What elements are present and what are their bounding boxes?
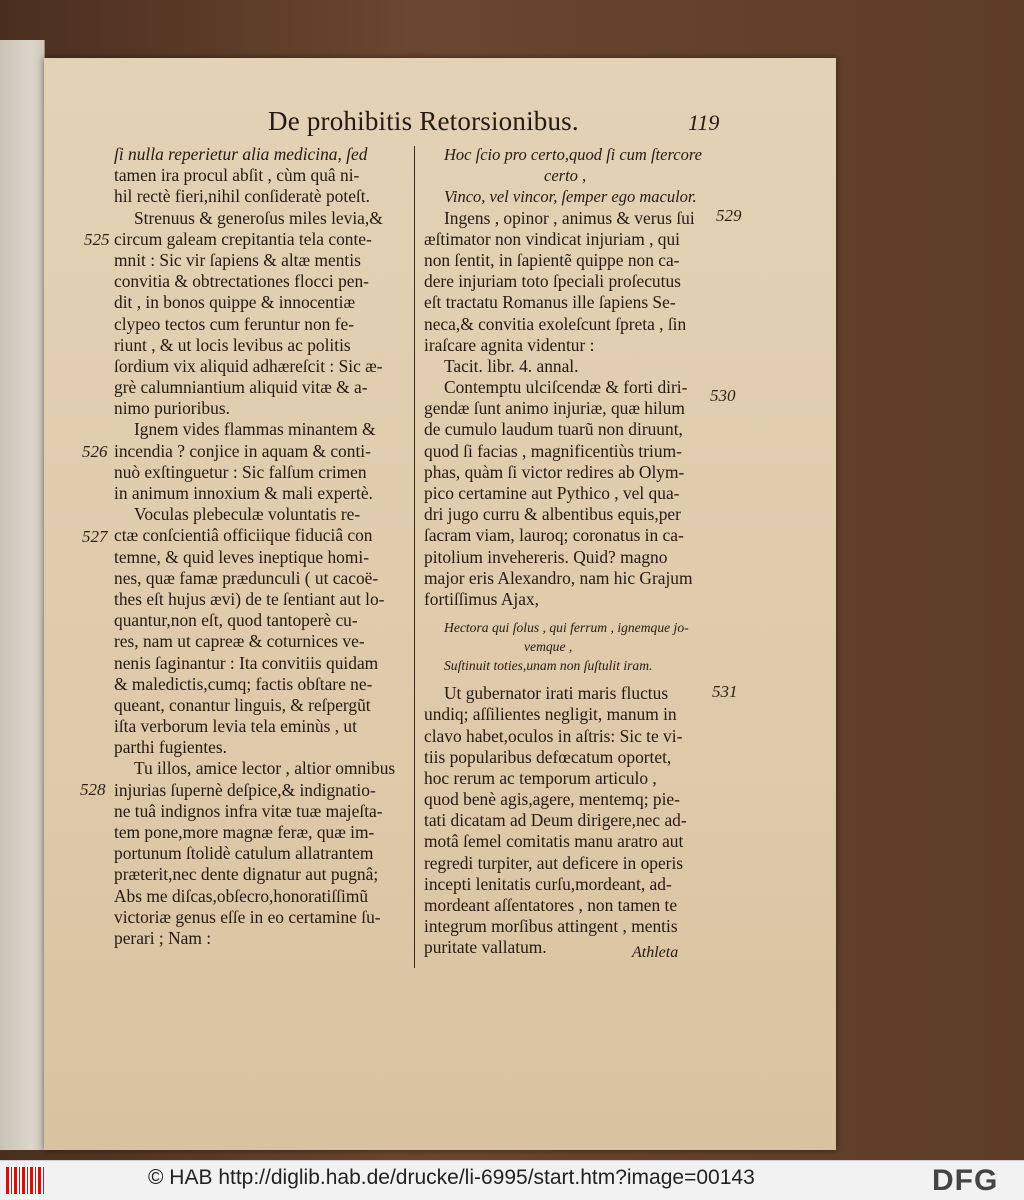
text-line: incendia ? conjice in aquam & conti- (114, 440, 371, 461)
text-line: hil rectè fieri,nihil conſideratè poteſt. (114, 186, 370, 207)
right-column (424, 144, 734, 959)
text-line: eſt tractatu Romanus ille ſapiens Se- (424, 292, 676, 313)
text-line: quod benè agis,agere, mentemq; pie- (424, 789, 680, 810)
text-line: in animum innoxium & mali expertè. (114, 483, 373, 503)
catchword: Athleta (632, 944, 679, 961)
text-line: clavo habet,oculos in aſtris: Sic te vi- (424, 725, 683, 746)
text-line: præterit,nec dente dignatur aut pugnâ; (114, 864, 379, 885)
text-line: & maledictis,cumq; factis obſtare ne- (114, 673, 373, 694)
text-line: undiq; aſſilientes negligit, manum in (424, 704, 677, 725)
text-line: phas, quàm ſi victor redires ab Olym- (424, 461, 685, 482)
text-line: nes, quæ famæ prædunculi ( ut cacoë- (114, 567, 379, 588)
dfg-logo: DFG (932, 1164, 999, 1197)
column-rule (414, 146, 415, 968)
text-line: quantur,non eſt, quod tantoperè cu- (114, 610, 358, 631)
margin-number: 529 (716, 206, 742, 225)
margin-number: 525 (84, 230, 110, 249)
text-line: nuò exſtinguetur : Sic falſum crimen (114, 461, 367, 482)
text-line: tati dicatam ad Deum dirigere,nec ad- (424, 810, 687, 831)
text-line: iſta verborum levia tela eminùs , ut (114, 716, 357, 737)
text-line: Contemptu ulciſcendæ & forti diri- (444, 377, 688, 398)
text-line: dere injuriam toto ſpeciali proſecutus (424, 271, 681, 292)
text-line: regredi turpiter, aut deficere in operis (424, 852, 684, 873)
text-line: dri jugo curru & albentibus equis,per (424, 504, 681, 525)
verse-line: certo , (544, 166, 587, 186)
text-line: dit , in bonos quippe & innocentiæ (114, 292, 356, 313)
text-line: ſi nulla reperietur alia medicina, ſed (114, 144, 368, 164)
text-line: iraſcare agnita videntur : (424, 334, 595, 355)
text-line: æſtimator non vindicat injuriam , qui (424, 228, 680, 249)
text-line: thes eſt hujus ævi) de te ſentiant aut lo- (114, 588, 385, 609)
viewer-footer (0, 1160, 1024, 1200)
text-line: clypeo tectos cum feruntur non fe- (114, 313, 354, 334)
text-line: Voculas plebeculæ voluntatis re- (134, 504, 361, 525)
left-column (114, 144, 414, 949)
verse-line: Suſtinuit toties,unam non ſuſtulit iram. (444, 658, 653, 674)
text-line: nimo purioribus. (114, 398, 230, 419)
text-line: motâ ſemel comitatis manu aratro aut (424, 831, 684, 852)
text-line: queant, conantur linguis, & reſpergũt (114, 694, 371, 715)
text-line: injurias ſupernè deſpice,& indignatio- (114, 779, 376, 800)
verse-line: Vinco, vel vincor, ſemper ego maculor. (444, 187, 697, 207)
running-head: De prohibitis Retorsionibus. (268, 106, 579, 136)
text-line: ctæ conſcientiâ officiique fiduciâ con (114, 525, 373, 546)
text-line: quod ſi facias , magnificentiùs trium- (424, 440, 682, 461)
text-line: incepti lenitatis curſu,mordeant, ad- (424, 873, 672, 894)
copyright-link[interactable]: © HAB http://diglib.hab.de/drucke/li-6995/start.htm?image=00143 (148, 1166, 755, 1189)
text-line: non ſentit, in ſapientẽ quippe non ca- (424, 249, 680, 270)
text-line: circum galeam crepitantia tela conte- (114, 228, 372, 249)
text-line: ſordium vix aliquid adhæreſcit : Sic æ- (114, 355, 383, 376)
text-line: neca,& convitia exoleſcunt ſpreta , ſin (424, 313, 687, 334)
margin-number: 527 (82, 527, 108, 546)
text-line: temne, & quid leves ineptique homi- (114, 546, 370, 567)
text-line: convitia & obtrectationes flocci pen- (114, 271, 369, 292)
text-line: res, nam ut capreæ & coturnices ve- (114, 631, 365, 652)
text-line: major eris Alexandro, nam hic Grajum (424, 567, 693, 588)
page-number: 119 (688, 110, 720, 135)
text-line: Abs me diſcas,obſecro,honoratiſſimũ (114, 885, 369, 906)
margin-number: 526 (82, 442, 108, 461)
text-line: integrum morſibus attingent , mentis (424, 916, 678, 937)
text-line: tem pone,more magnæ feræ, quæ im- (114, 822, 375, 842)
text-line: ſacram viam, lauroq; coronatus in ca- (424, 525, 684, 546)
text-line: Strenuus & generoſus miles levia,& (134, 207, 383, 228)
text-line: parthi fugientes. (114, 737, 228, 758)
text-line: grè calumniantium aliquid vitæ & a- (114, 377, 368, 398)
citation-line: Tacit. libr. 4. annal. (444, 355, 579, 376)
book-page (44, 58, 836, 1150)
text-line: Ingens , opinor , animus & verus ſui (444, 207, 695, 228)
text-line: pitolium inveherеris. Quid? magno (424, 546, 668, 567)
text-line: de cumulo laudum tuarũ non diruunt, (424, 419, 683, 440)
margin-number: 528 (80, 780, 106, 799)
text-line: puritate vallatum. (424, 937, 547, 958)
hab-logo-icon (6, 1167, 46, 1194)
text-line: perari ; Nam : (114, 927, 212, 948)
text-line: mordeant aſſentatores , non tamen te (424, 895, 678, 915)
text-line: Ignem vides flammas minantem & (134, 419, 376, 440)
text-line: tamen ira procul abſit , cùm quâ ni- (114, 165, 360, 186)
text-line: hoc rerum ac temporum articulo , (424, 767, 657, 788)
text-line: riunt , & ut locis levibus ac politis (114, 334, 351, 355)
margin-number: 530 (710, 386, 736, 405)
verse-line: Hectora qui ſolus , qui ferrum , ignemque jo- (444, 620, 689, 636)
text-line: Tu illos, amice lector , altior omnibus (134, 758, 396, 779)
text-line: portunum ſtolidè catulum allatrantem (114, 843, 374, 864)
text-line: tiis popularibus defœcatum oportet, (424, 746, 672, 767)
text-line: Ut gubernator irati maris fluctus (444, 683, 669, 704)
text-line: mnit : Sic vir ſapiens & altæ mentis (114, 249, 361, 270)
text-line: nenis ſaginantur : Ita convitiis quidam (114, 652, 379, 673)
text-line: victoriæ genus eſſe in eo certamine ſu- (114, 906, 381, 927)
text-line: gendæ ſunt animo injuriæ, quæ hilum (424, 398, 685, 419)
verse-line: vemque , (524, 639, 573, 655)
text-line: fortiſſimus Ajax, (424, 588, 539, 609)
verse-line: Hoc ſcio pro certo,quod ſi cum ſtercore (444, 145, 702, 164)
margin-number: 531 (712, 682, 738, 701)
text-line: pico certamine aut Pythico , vel qua- (424, 483, 680, 503)
previous-page-edge (0, 40, 45, 1150)
text-line: ne tuâ indignos infra vitæ tuæ majeſta- (114, 800, 383, 821)
